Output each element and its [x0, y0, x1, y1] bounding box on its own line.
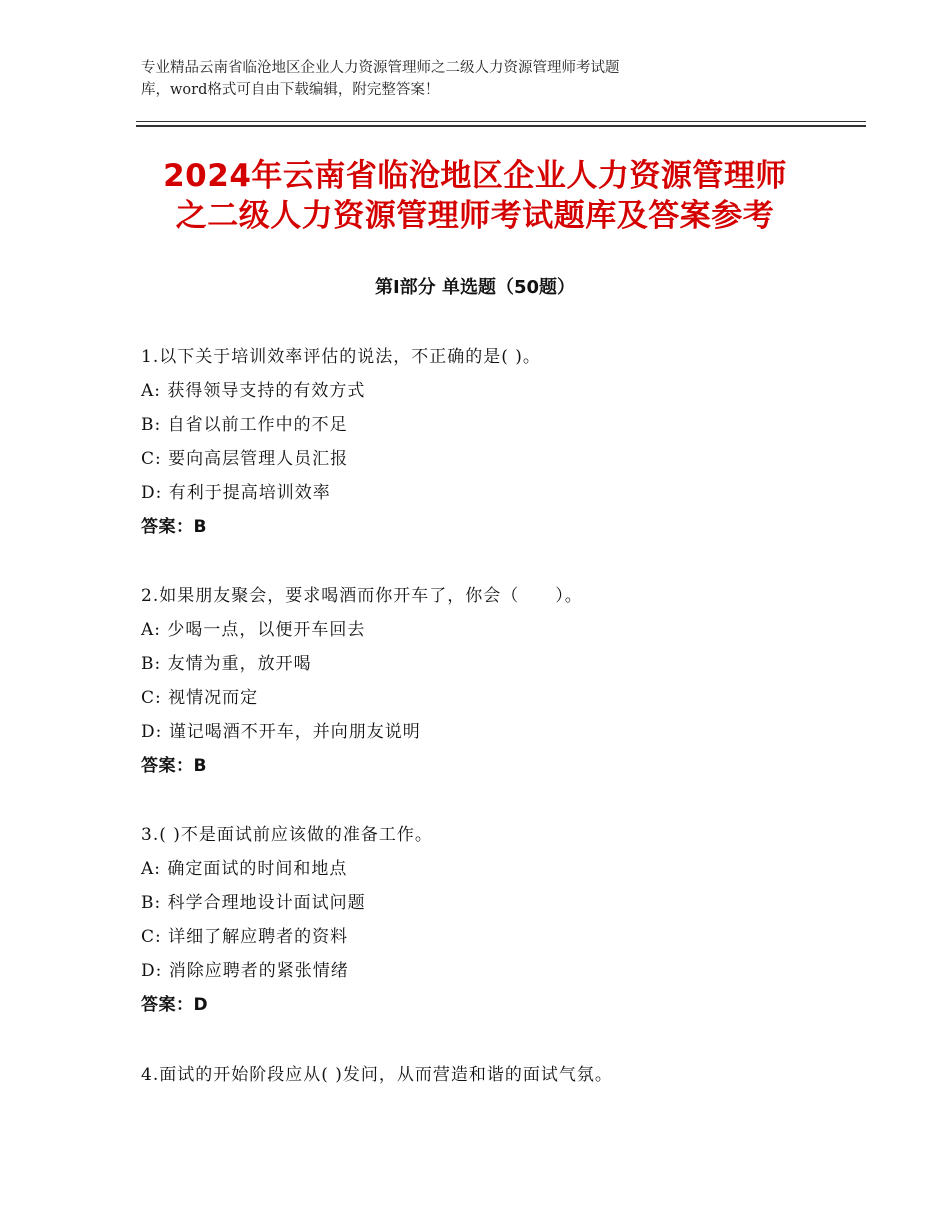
document-title-line-2: 之二级人力资源管理师考试题库及答案参考	[175, 198, 775, 234]
question-stem: 1.以下关于培训效率评估的说法，不正确的是( )。	[141, 347, 541, 367]
question-3	[141, 818, 841, 1022]
option-a: A: 确定面试的时间和地点	[141, 859, 348, 879]
document-title	[60, 156, 890, 236]
question-stem: 3.( )不是面试前应该做的准备工作。	[141, 825, 433, 845]
document-title-line-1: 2024年云南省临沧地区企业人力资源管理师	[163, 158, 787, 194]
option-c: C: 视情况而定	[141, 688, 259, 708]
header-divider-thin	[136, 121, 866, 122]
question-1	[141, 340, 841, 544]
option-d: D: 消除应聘者的紧张情绪	[141, 961, 349, 981]
option-b: B: 自省以前工作中的不足	[141, 415, 348, 435]
option-c: C: 要向高层管理人员汇报	[141, 449, 349, 469]
question-stem: 4.面试的开始阶段应从( )发问，从而营造和谐的面试气氛。	[141, 1065, 613, 1085]
option-a: A: 少喝一点，以便开车回去	[141, 620, 366, 640]
header-note-line-1: 专业精品云南省临沧地区企业人力资源管理师之二级人力资源管理师考试题	[141, 60, 620, 76]
option-c: C: 详细了解应聘者的资料	[141, 927, 349, 947]
question-4	[141, 1058, 841, 1092]
section-heading: 第Ⅰ部分 单选题（50题）	[374, 277, 575, 298]
answer: 答案：B	[141, 756, 207, 776]
question-2	[141, 579, 841, 783]
option-a: A: 获得领导支持的有效方式	[141, 381, 366, 401]
option-b: B: 科学合理地设计面试问题	[141, 893, 366, 913]
header-note-line-2: 库，word格式可自由下载编辑，附完整答案！	[141, 82, 440, 98]
option-d: D: 有利于提高培训效率	[141, 483, 331, 503]
header-divider-thick	[136, 125, 866, 127]
question-stem: 2.如果朋友聚会，要求喝酒而你开车了，你会（ ）。	[141, 586, 583, 606]
option-b: B: 友情为重，放开喝	[141, 654, 312, 674]
answer: 答案：B	[141, 517, 207, 537]
header-note	[141, 57, 781, 101]
option-d: D: 谨记喝酒不开车，并向朋友说明	[141, 722, 421, 742]
answer: 答案：D	[141, 995, 209, 1015]
